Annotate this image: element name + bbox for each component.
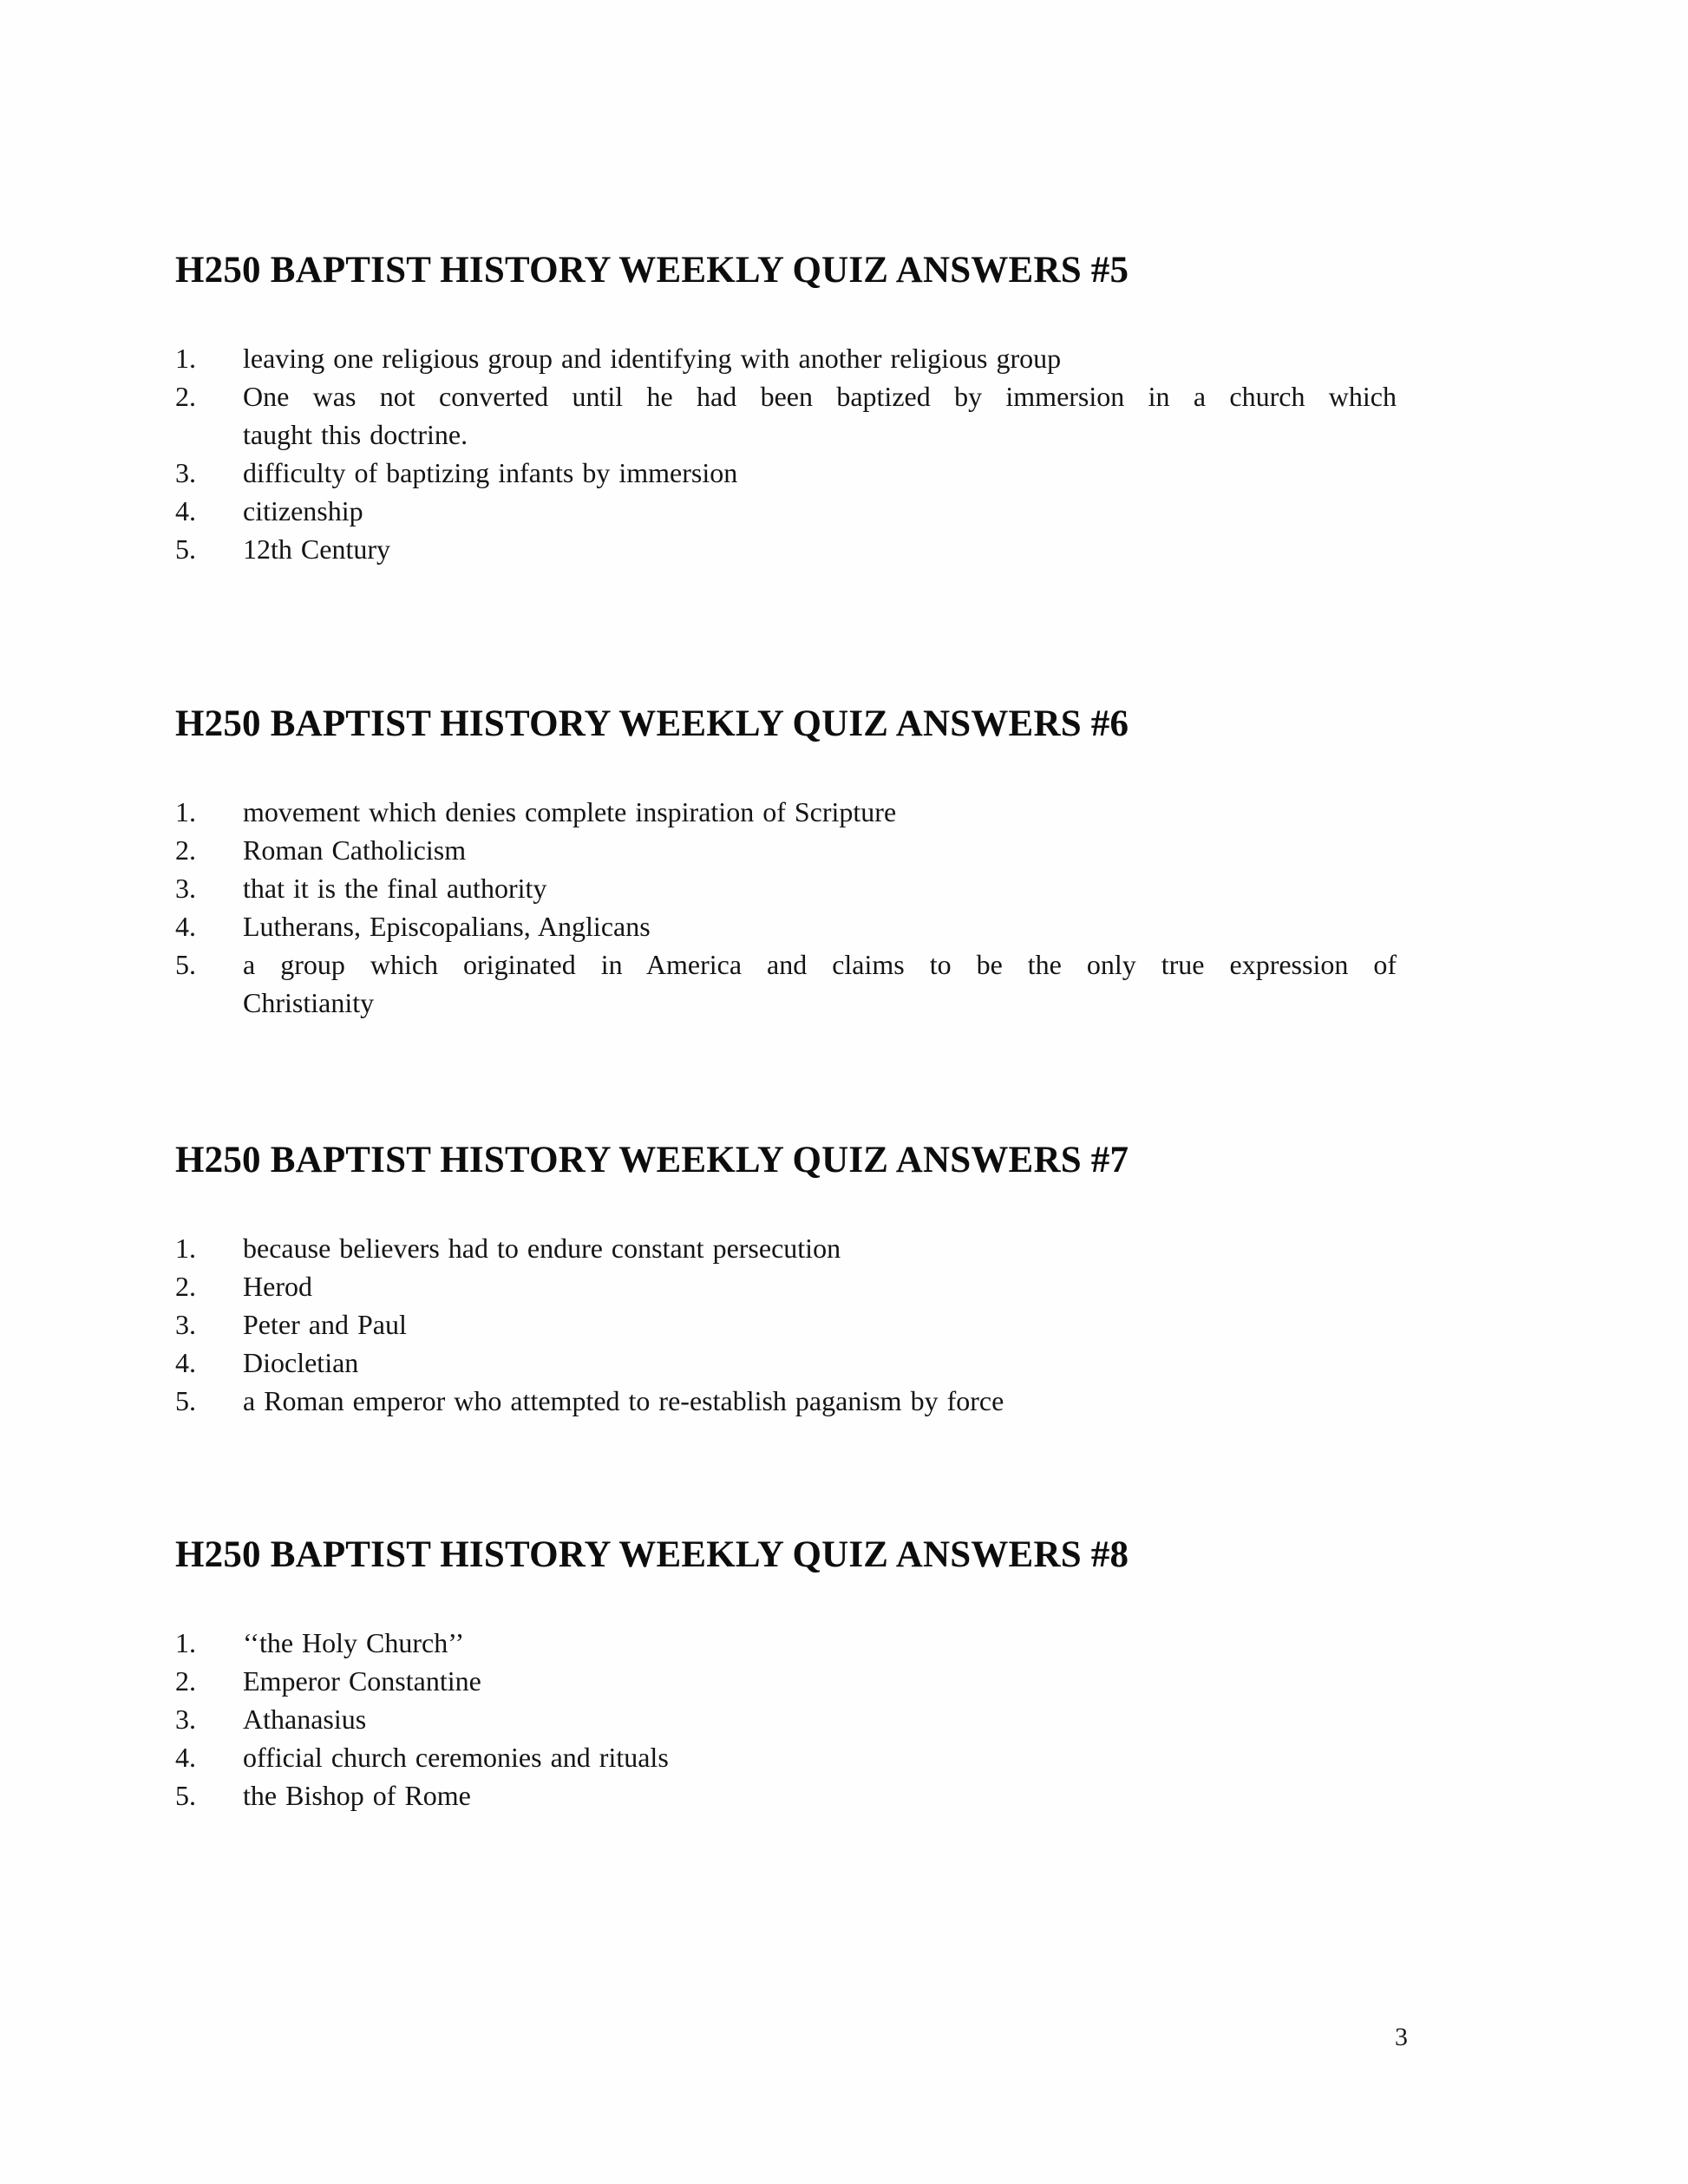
item-number: 5. [175,949,196,980]
item-number: 3. [175,1703,196,1735]
section-title: H250 BAPTIST HISTORY WEEKLY QUIZ ANSWERS #7 [175,1140,1129,1180]
item-text [243,1624,1397,1662]
list-item [175,1305,1400,1344]
list-item [175,1267,1400,1305]
list-item [175,339,1400,377]
item-line: that it is the final authority [243,873,547,904]
quiz-section-5 [175,249,1400,568]
list-item [175,831,1400,869]
quiz-section-6 [175,703,1400,1022]
item-line: citizenship [243,495,363,526]
item-number: 4. [175,1742,196,1773]
item-text [243,831,1397,869]
item-line: 12th Century [243,533,390,565]
item-number: 4. [175,911,196,942]
item-text [243,945,1397,1022]
item-text [243,377,1397,454]
list-item [175,377,1400,454]
item-number: 1. [175,1627,196,1658]
item-number: 4. [175,1347,196,1378]
list-item [175,1662,1400,1700]
list-item [175,869,1400,907]
item-line: official church ceremonies and rituals [243,1742,669,1773]
answers-list [175,339,1400,568]
item-number: 3. [175,1309,196,1340]
section-title: H250 BAPTIST HISTORY WEEKLY QUIZ ANSWERS #8 [175,1534,1129,1575]
item-number: 2. [175,1271,196,1302]
item-line: Christianity [243,987,375,1018]
item-text [243,1344,1397,1382]
item-number: 2. [175,381,196,412]
item-text [243,492,1397,530]
section-title: H250 BAPTIST HISTORY WEEKLY QUIZ ANSWERS #5 [175,250,1129,291]
answers-list [175,793,1400,1022]
item-text [243,1776,1397,1815]
list-item [175,530,1400,568]
list-item [175,1382,1400,1420]
item-line: taught this doctrine. [243,419,468,450]
item-line: Athanasius [243,1703,367,1735]
quiz-section-8 [175,1533,1400,1815]
list-item [175,793,1400,831]
item-line: One was not converted until he had been baptized by immersion in a church which [243,381,1397,412]
item-line: movement which denies complete inspiration of Scripture [243,796,897,827]
answers-list [175,1229,1400,1420]
item-number: 1. [175,343,196,374]
item-line: because believers had to endure constant persecution [243,1233,841,1264]
item-line: Emperor Constantine [243,1665,481,1697]
item-text [243,339,1397,377]
item-number: 5. [175,1385,196,1416]
list-item [175,1776,1400,1815]
item-line: the Bishop of Rome [243,1780,471,1811]
item-number: 3. [175,457,196,488]
item-text [243,907,1397,945]
item-text [243,1229,1397,1267]
item-text [243,1738,1397,1776]
item-text [243,793,1397,831]
item-text [243,1700,1397,1738]
item-number: 1. [175,1233,196,1264]
item-number: 3. [175,873,196,904]
item-line: Diocletian [243,1347,359,1378]
item-line: Lutherans, Episcopalians, Anglicans [243,911,651,942]
item-text [243,1267,1397,1305]
item-line: ‘‘the Holy Church’’ [243,1627,465,1658]
list-item [175,1624,1400,1662]
item-text [243,869,1397,907]
item-line: a Roman emperor who attempted to re-establish paganism by force [243,1385,1004,1416]
section-title: H250 BAPTIST HISTORY WEEKLY QUIZ ANSWERS #6 [175,703,1129,744]
item-line: Peter and Paul [243,1309,407,1340]
item-line: difficulty of baptizing infants by immersion [243,457,738,488]
page-number: 3 [1395,2023,1408,2051]
item-line: a group which originated in America and claims to be the only true expression of [243,949,1397,980]
item-number: 5. [175,1780,196,1811]
item-text [243,1662,1397,1700]
item-text [243,1382,1397,1420]
item-text [243,1305,1397,1344]
item-line: leaving one religious group and identifying with another religious group [243,343,1062,374]
list-item [175,907,1400,945]
item-number: 2. [175,834,196,866]
item-line: Herod [243,1271,312,1302]
item-line: Roman Catholicism [243,834,467,866]
list-item [175,492,1400,530]
item-number: 1. [175,796,196,827]
item-number: 5. [175,533,196,565]
item-number: 4. [175,495,196,526]
list-item [175,1738,1400,1776]
list-item [175,1229,1400,1267]
item-number: 2. [175,1665,196,1697]
answers-list [175,1624,1400,1815]
item-text [243,530,1397,568]
list-item [175,1700,1400,1738]
list-item [175,454,1400,492]
item-text [243,454,1397,492]
quiz-section-7 [175,1139,1400,1420]
list-item [175,945,1400,1022]
list-item [175,1344,1400,1382]
